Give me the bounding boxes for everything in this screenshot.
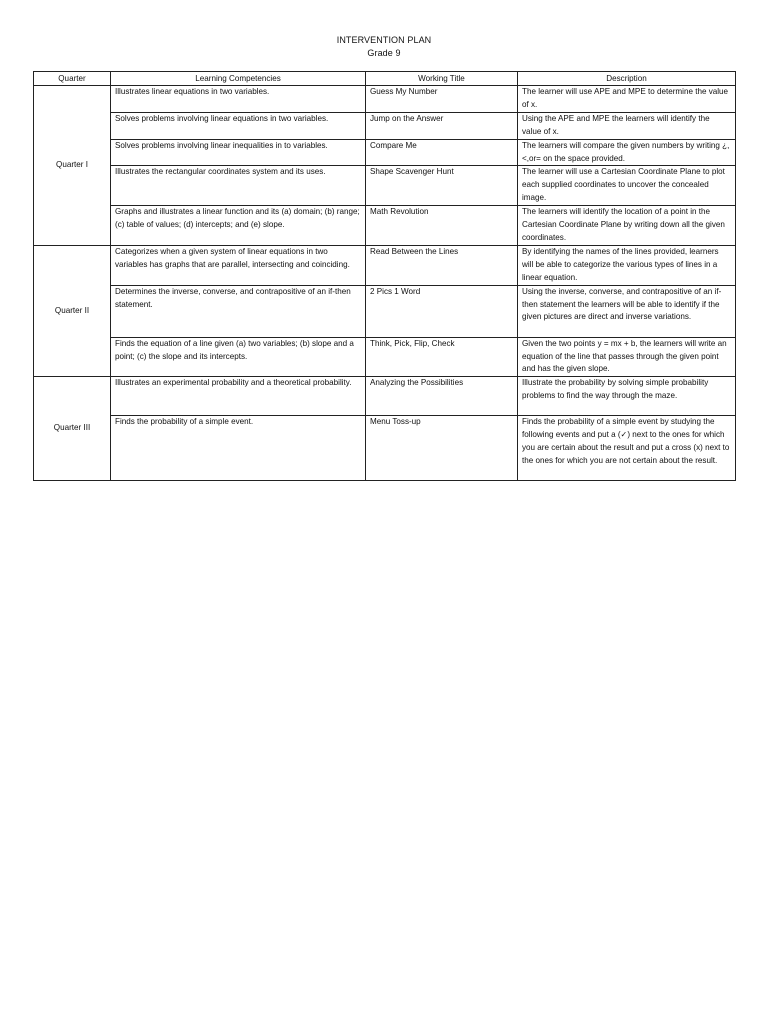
table-row [34, 112, 736, 139]
competency-cell: Illustrates linear equations in two variables. [111, 86, 366, 113]
quarter-cell: Quarter III [34, 377, 111, 481]
column-header-description: Description [518, 72, 736, 86]
description-cell: Finds the probability of a simple event by studying the following events and put a (✓) next to the ones for which you are certain about the result and put a cross (x) next to the ones for which you are not certain about the result. [518, 416, 736, 481]
document-header [0, 34, 768, 60]
description-cell: Using the APE and MPE the learners will identify the value of x. [518, 112, 736, 139]
working-title-cell: Menu Toss-up [366, 416, 518, 481]
competency-cell: Finds the probability of a simple event. [111, 416, 366, 481]
working-title-cell: Math Revolution [366, 206, 518, 246]
table-row [34, 377, 736, 416]
table-row [34, 139, 736, 166]
competency-cell: Categorizes when a given system of linear equations in two variables has graphs that are parallel, intersecting and coinciding. [111, 245, 366, 285]
column-header-learning-competencies: Learning Competencies [111, 72, 366, 86]
intervention-plan-table [33, 71, 736, 481]
description-cell: The learner will use APE and MPE to determine the value of x. [518, 86, 736, 113]
description-cell: The learners will compare the given numbers by writing ¿,<,or= on the space provided. [518, 139, 736, 166]
document-subtitle: Grade 9 [367, 48, 401, 58]
competency-cell: Solves problems involving linear inequalities in to variables. [111, 139, 366, 166]
quarter-cell: Quarter II [34, 245, 111, 376]
table-row [34, 86, 736, 113]
competency-cell: Graphs and illustrates a linear function and its (a) domain; (b) range; (c) table of values; (d) intercepts; and (e) slope. [111, 206, 366, 246]
working-title-cell: Read Between the Lines [366, 245, 518, 285]
table-header-row [34, 72, 736, 86]
description-cell: Illustrate the probability by solving simple probability problems to find the way through the maze. [518, 377, 736, 416]
table-row [34, 337, 736, 377]
competency-cell: Illustrates the rectangular coordinates system and its uses. [111, 166, 366, 206]
working-title-cell: Think, Pick, Flip, Check [366, 337, 518, 377]
table-row [34, 166, 736, 206]
competency-cell: Finds the equation of a line given (a) two variables; (b) slope and a point; (c) the slope and its intercepts. [111, 337, 366, 377]
working-title-cell: Guess My Number [366, 86, 518, 113]
working-title-cell: Compare Me [366, 139, 518, 166]
table-row [34, 245, 736, 285]
description-cell: By identifying the names of the lines provided, learners will be able to categorize the various types of lines in a linear equation. [518, 245, 736, 285]
working-title-cell: 2 Pics 1 Word [366, 285, 518, 337]
table-row [34, 416, 736, 481]
description-cell: Given the two points y = mx + b, the learners will write an equation of the line that passes through the given point and has the given slope. [518, 337, 736, 377]
competency-cell: Determines the inverse, converse, and contrapositive of an if-then statement. [111, 285, 366, 337]
table-row [34, 285, 736, 337]
working-title-cell: Jump on the Answer [366, 112, 518, 139]
description-cell: The learners will identify the location of a point in the Cartesian Coordinate Plane by writing down all the given coordinates. [518, 206, 736, 246]
description-cell: Using the inverse, converse, and contrapositive of an if-then statement the learners will be able to identify if the given pictures are direct and inverse variations. [518, 285, 736, 337]
competency-cell: Solves problems involving linear equations in two variables. [111, 112, 366, 139]
column-header-working-title: Working Title [366, 72, 518, 86]
table-row [34, 206, 736, 246]
column-header-quarter: Quarter [34, 72, 111, 86]
document-title: INTERVENTION PLAN [336, 35, 432, 45]
quarter-cell: Quarter I [34, 86, 111, 246]
working-title-cell: Shape Scavenger Hunt [366, 166, 518, 206]
competency-cell: Illustrates an experimental probability and a theoretical probability. [111, 377, 366, 416]
working-title-cell: Analyzing the Possibilities [366, 377, 518, 416]
description-cell: The learner will use a Cartesian Coordinate Plane to plot each supplied coordinates to uncover the concealed image. [518, 166, 736, 206]
